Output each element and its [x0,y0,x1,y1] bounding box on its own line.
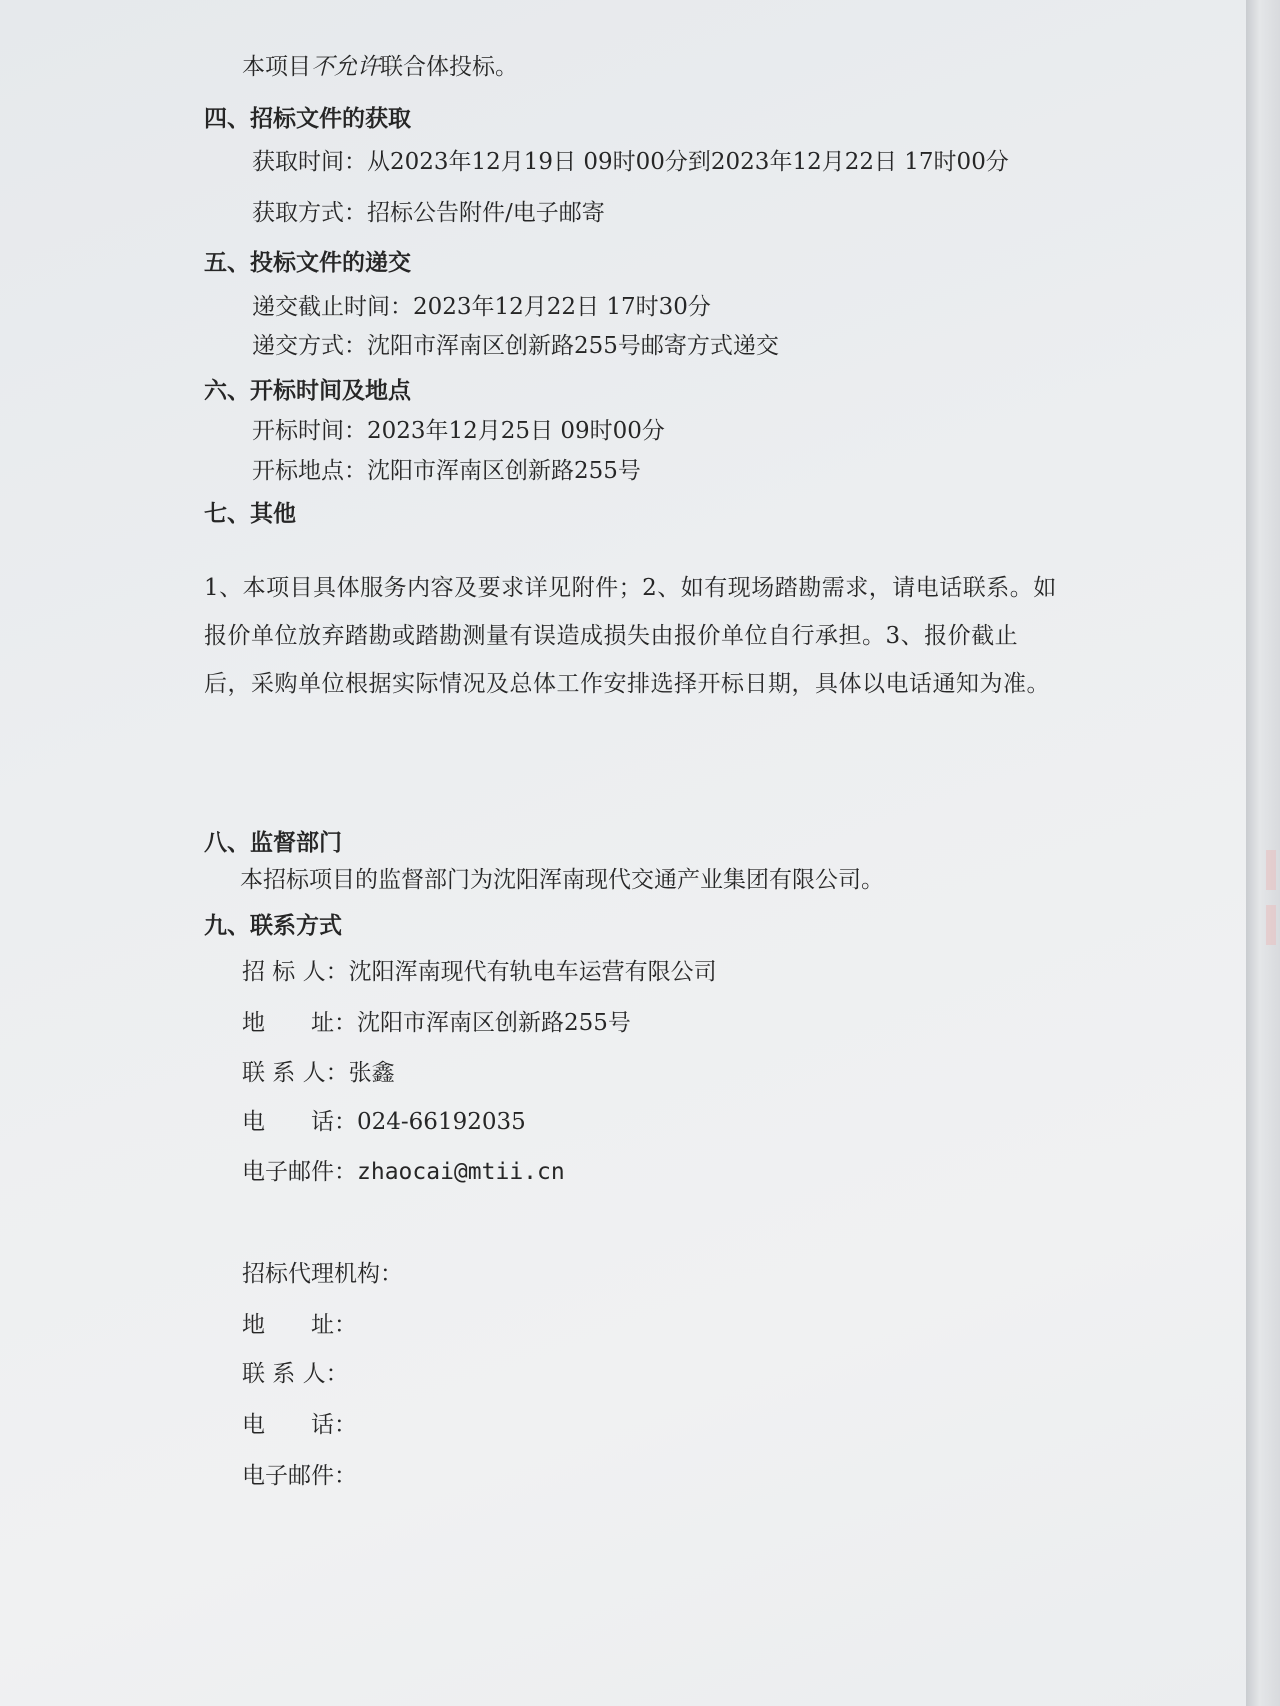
s9-email-value: zhaocai@mtii.cn [357,1159,565,1185]
s7-body: 1、本项目具体服务内容及要求详见附件；2、如有现场踏勘需求，请电话联系。如报价单位放弃踏勘或踏勘测量有误造成损失由报价单位自行承担。3、报价截止后，采购单位根据实际情况及总体工作安排选择开标日期，具体以电话通知为准。 [204,575,1057,697]
s9-phone-label: 电 话： [242,1109,357,1135]
s6-place-label: 开标地点： [252,458,367,484]
s9-contact-value: 张鑫 [348,1060,395,1086]
s4-method-value: 招标公告附件/电子邮寄 [367,200,605,226]
agency-phone-label: 电 话： [242,1412,357,1438]
intro-italic: 不允许 [311,54,380,80]
intro-line [242,48,518,81]
s4-method-line [252,194,605,227]
s9-phone-line [242,1103,526,1136]
s5-method-value: 沈阳市浑南区创新路255号邮寄方式递交 [367,333,779,359]
agency-address-label: 地 址： [242,1312,357,1338]
agency-title: 招标代理机构： [242,1261,403,1287]
section-8-heading: 八、监督部门 [204,830,342,856]
s9-contact-label: 联 系 人： [242,1060,349,1086]
section-5-heading: 五、投标文件的递交 [204,250,411,276]
section-9-heading: 九、联系方式 [204,913,342,939]
s6-time-line [252,412,665,445]
s9-contact-line [242,1054,395,1087]
s4-time-line [252,143,1009,176]
s5-method-label: 递交方式： [252,333,367,359]
red-stamp-edge-2 [1266,905,1276,945]
s5-deadline-label: 递交截止时间： [252,294,413,320]
s6-place-line [252,452,641,485]
s6-place-value: 沈阳市浑南区创新路255号 [367,458,641,484]
s9-address-label: 地 址： [242,1010,357,1036]
s9-tenderer-label: 招 标 人： [242,959,349,985]
s9-address-line [242,1004,631,1037]
s4-time-value: 从2023年12月19日 09时00分到2023年12月22日 17时00分 [367,149,1009,175]
red-stamp-edge [1266,850,1276,890]
s9-email-line [242,1153,565,1186]
s5-method-line [252,327,779,360]
s6-time-label: 开标时间： [252,418,367,444]
s5-deadline-line [252,288,711,321]
section-6-heading: 六、开标时间及地点 [204,378,411,404]
s5-deadline-value: 2023年12月22日 17时30分 [413,294,711,320]
s6-time-value: 2023年12月25日 09时00分 [367,418,665,444]
intro-post: 联合体投标。 [380,54,518,80]
agency-contact-label: 联 系 人： [242,1361,349,1387]
agency-email-label: 电子邮件： [242,1463,357,1489]
s9-email-label: 电子邮件： [242,1159,357,1185]
section-7-heading: 七、其他 [204,501,296,527]
s9-address-value: 沈阳市浑南区创新路255号 [357,1010,631,1036]
s9-phone-value: 024-66192035 [357,1109,526,1135]
s8-body: 本招标项目的监督部门为沈阳浑南现代交通产业集团有限公司。 [240,867,884,893]
s9-tenderer-line [242,953,717,986]
section-4-heading: 四、招标文件的获取 [204,106,411,132]
s4-time-label: 获取时间： [252,149,367,175]
s9-tenderer-value: 沈阳浑南现代有轨电车运营有限公司 [348,959,717,985]
s4-method-label: 获取方式： [252,200,367,226]
intro-pre: 本项目 [242,54,311,80]
